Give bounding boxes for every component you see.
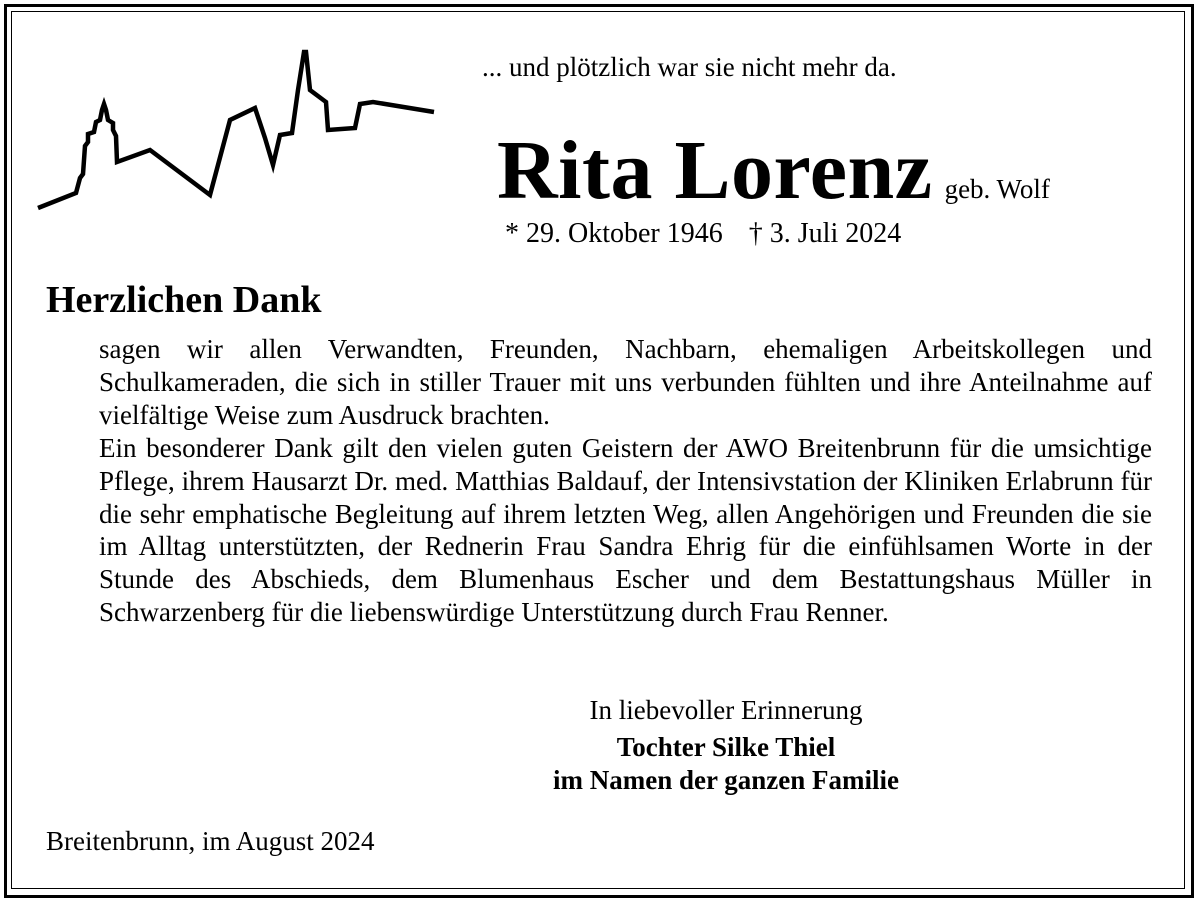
thanks-heading: Herzlichen Dank (46, 279, 322, 321)
birth-name: geb. Wolf (944, 174, 1050, 204)
name-line (497, 122, 1050, 219)
thanks-body (99, 333, 1152, 629)
signer-line: im Namen der ganzen Familie (553, 765, 899, 795)
closing-block (426, 690, 1026, 797)
deceased-name: Rita Lorenz (497, 124, 933, 217)
life-dates (505, 218, 901, 250)
thanks-paragraph: Ein besonderer Dank gilt den vielen guten Geistern der AWO Breitenbrunn für die umsichtige Pflege, ihrem Hausarzt Dr. med. Matthias Baldauf, der Intensivstation der Kliniken Erlabrunn für die sehr emphatische Begleitung auf ihrem letzten Weg, allen Angehörigen und Freunden die sie im Alltag unterstützten, der Rednerin Frau Sandra Ehrig für die einfühlsamen Worte in der Stunde des Abschieds, dem Blumenhaus Escher und dem Bestattungshaus Müller in Schwarzenberg für die liebenswürdige Unterstützung durch Frau Renner. (99, 432, 1152, 628)
place-date: Breitenbrunn, im August 2024 (46, 826, 375, 856)
signer-line: Tochter Silke Thiel (616, 732, 836, 762)
death-date: † 3. Juli 2024 (748, 218, 902, 249)
church-skyline-icon (30, 40, 450, 220)
remembrance-line: In liebevoller Erinnerung (589, 695, 863, 725)
birth-date: * 29. Oktober 1946 (505, 218, 723, 249)
thanks-paragraph: sagen wir allen Verwandten, Freunden, Nachbarn, ehemaligen Arbeitskollegen und Schulkameraden, die sich in stiller Trauer mit uns verbunden fühlten und ihre Anteilnahme auf vielfältige Weise zum Ausdruck brachten. (99, 334, 1152, 430)
tagline: ... und plötzlich war sie nicht mehr da. (482, 52, 897, 82)
